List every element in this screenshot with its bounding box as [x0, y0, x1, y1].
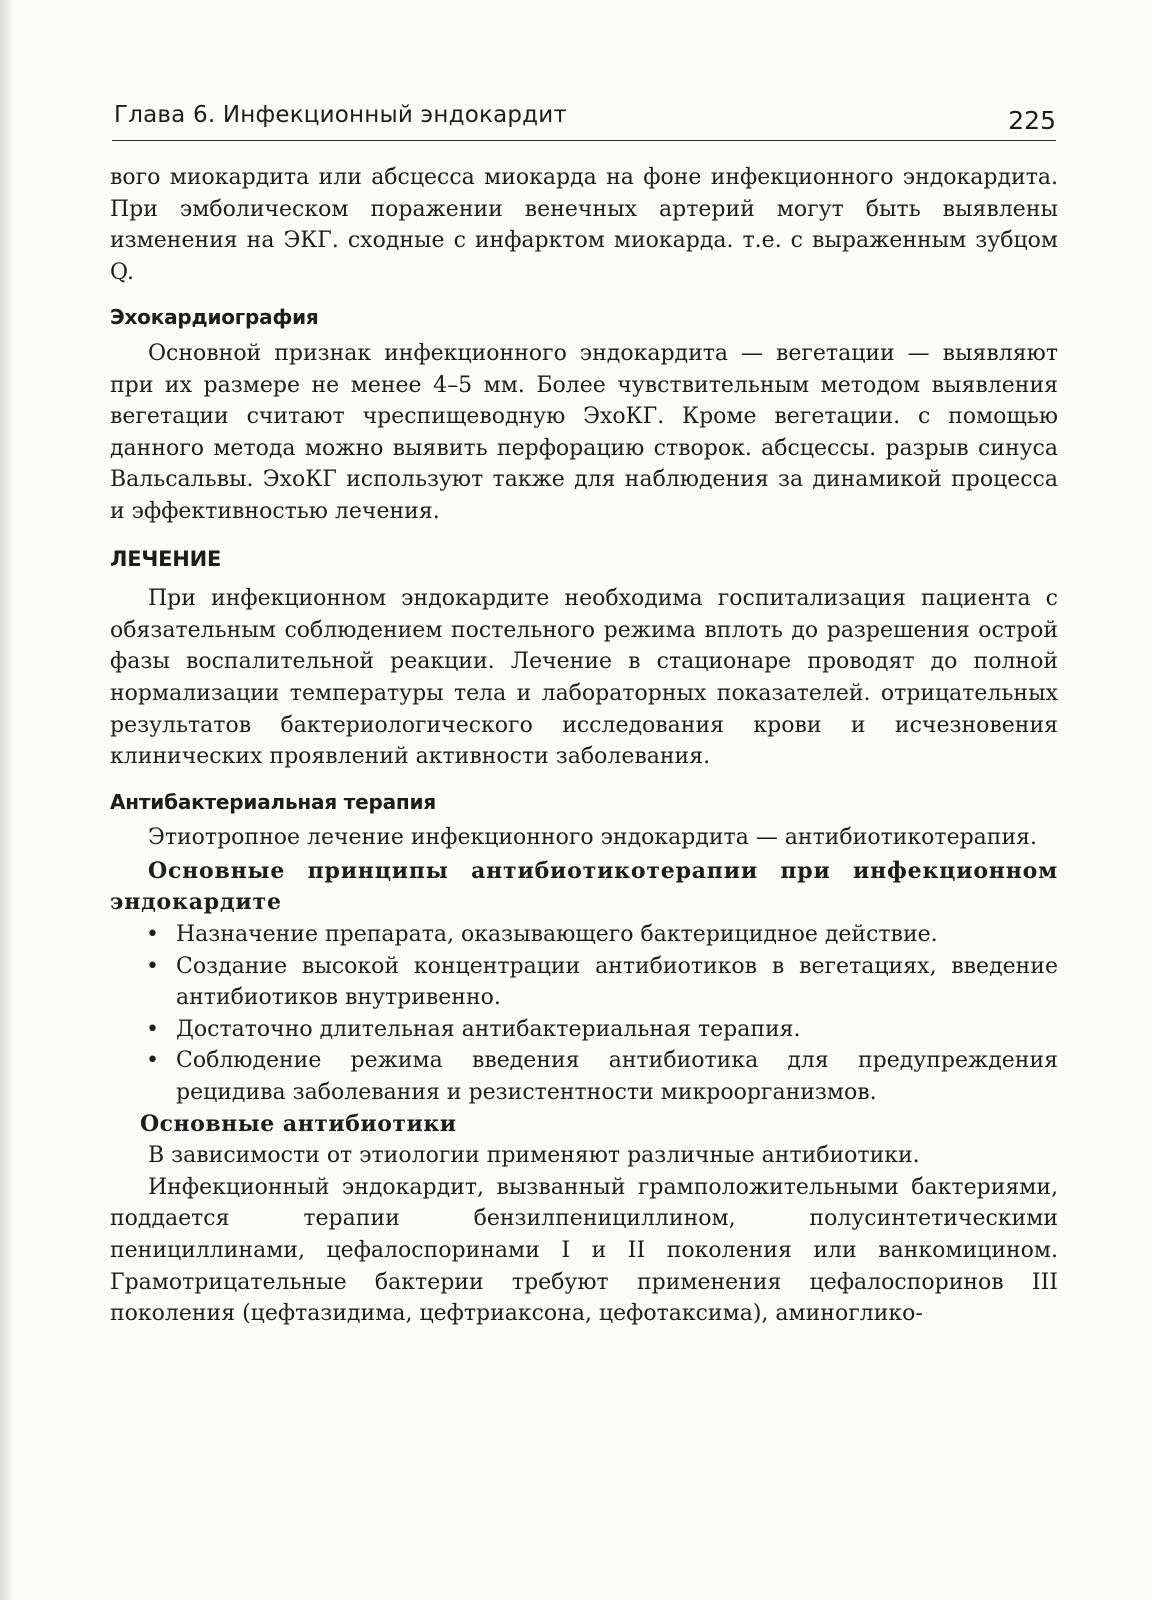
list-item-text: Создание высокой концентрации антибиотиков в вегетациях, введение антибиотиков внутривенно. — [176, 953, 1058, 1011]
heading-principles: Основные принципы антибиотикотерапии при инфекционном эндокардите — [110, 857, 1058, 916]
list-item — [146, 1045, 1058, 1108]
list-item — [146, 951, 1058, 1014]
chapter-title: Глава 6. Инфекционный эндокардит — [114, 102, 568, 128]
bullet-icon: • — [146, 953, 159, 979]
paragraph-antibacterial: Этиотропное лечение инфекционного эндокардита — антибиотикотерапия. — [148, 825, 1037, 851]
list-item — [146, 919, 1058, 951]
paragraph-etiology: В зависимости от этиологии применяют различные антибиотики. — [148, 1143, 920, 1169]
list-item-text: Достаточно длительная антибактериальная терапия. — [176, 1016, 801, 1042]
paragraph-treatment: При инфекционном эндокардите необходима госпитализация пациента с обязательным соблюдением постельного режима вплоть до разрешения острой фазы воспалительной реакции. Лечение в стационаре проводят до полной нормализации температуры тела и лабораторных показателей. отрицательных результатов бактериологического исследования крови и исчезновения клинических проявлений активности заболевания. — [110, 586, 1058, 770]
page-gutter-shadow — [0, 0, 14, 1600]
bullet-icon: • — [146, 1016, 159, 1042]
heading-treatment: ЛЕЧЕНИЕ — [110, 546, 222, 571]
heading-antibacterial-therapy: Антибактериальная терапия — [110, 789, 436, 814]
list-item — [146, 1014, 1058, 1046]
list-item-text: Соблюдение режима введения антибиотика для предупреждения рецидива заболевания и резистентности микроорганизмов. — [176, 1048, 1058, 1106]
page-number: 225 — [1008, 106, 1056, 135]
paragraph-continuation: вого миокардита или абсцесса миокарда на фоне инфекционного эндокардита. При эмболическом поражении венечных артерий могут быть выявлены изменения на ЭКГ. сходные с инфарктом миокарда. т.е. с выраженным зубцом Q. — [110, 165, 1058, 285]
heading-echocardiography: Эхокардиография — [110, 305, 319, 330]
paragraph-gram-bacteria: Инфекционный эндокардит, вызванный грамположительными бактериями, поддается терапии бензилпенициллином, полусинтетическими пенициллинами, цефалоспоринами I и II поколения или ванкомицином. Грамотрицательные бактерии требуют применения цефалоспоринов III поколения (цефтазидима, цефтриаксона, цефотаксима), аминоглико- — [110, 1174, 1058, 1327]
bullet-icon: • — [146, 922, 159, 948]
list-item-text: Назначение препарата, оказывающего бактерицидное действие. — [176, 922, 938, 948]
principles-list — [110, 919, 1058, 1109]
running-head — [112, 100, 1056, 141]
bullet-icon: • — [146, 1048, 159, 1074]
paragraph-echocardiography: Основной признак инфекционного эндокардита — вегетации — выявляют при их размере не менее 4–5 мм. Более чувствительным методом выявления вегетации считают чреспищеводную ЭхоКГ. Кроме вегетации. с помощью данного метода можно выявить перфорацию створок. абсцессы. разрыв синуса Вальсальвы. ЭхоКГ используют также для наблюдения за динамикой процесса и эффективностью лечения. — [110, 340, 1058, 524]
heading-main-antibiotics: Основные антибиотики — [140, 1110, 457, 1137]
page-body — [110, 162, 1058, 1330]
